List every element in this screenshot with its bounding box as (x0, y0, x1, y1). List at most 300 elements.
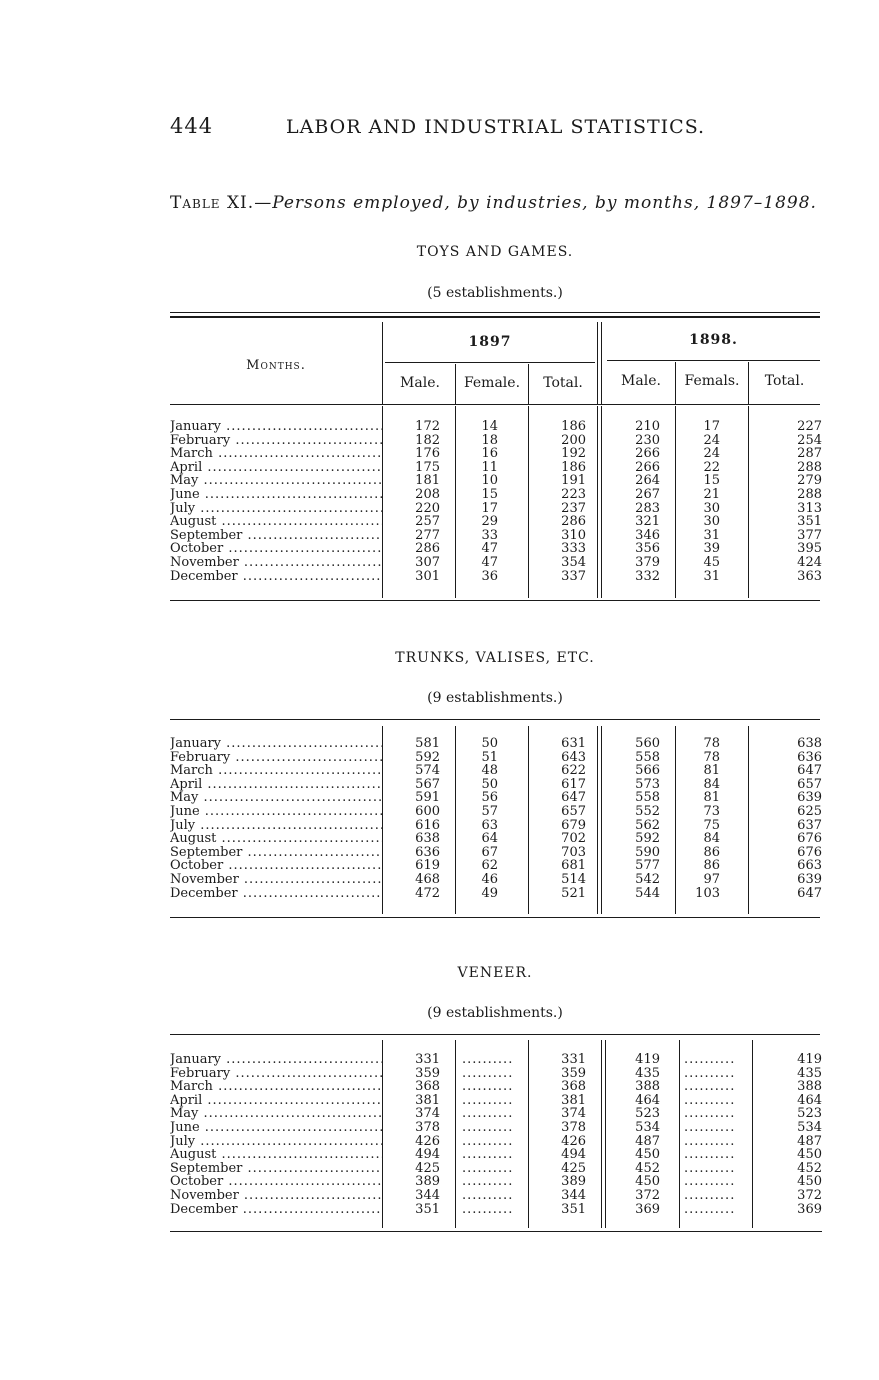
male-1897: 368 (415, 1079, 440, 1095)
total-1898: 464 (797, 1092, 822, 1108)
table-row (170, 751, 822, 765)
male-1898: 552 (635, 804, 660, 819)
total-1897: 359 (561, 1065, 586, 1081)
female-1898: 31 (703, 527, 720, 543)
section-title-toys: TOYS AND GAMES. (416, 244, 574, 260)
male-1898: 558 (635, 749, 660, 765)
month-label: February ..... (170, 1067, 382, 1081)
female-1898: 81 (703, 790, 720, 806)
total-1898: 639 (797, 872, 822, 887)
male-1898: 369 (635, 1201, 660, 1217)
male-1898: 346 (635, 527, 660, 543)
total-1898: 363 (797, 568, 822, 584)
month-label: January ..... (170, 1053, 382, 1067)
total-1898: 625 (797, 804, 822, 819)
year-underline-1898 (607, 360, 820, 361)
month-label: May ..... (170, 474, 382, 488)
female-1898: .......... (684, 1107, 736, 1121)
male-1897: 181 (415, 473, 440, 489)
total-1898: 424 (797, 555, 822, 570)
month-label: March ..... (170, 1080, 382, 1094)
month-label: July ..... (170, 1135, 382, 1149)
male-1898: 283 (635, 500, 660, 516)
female-1898: 75 (703, 817, 720, 833)
male-1897: 344 (415, 1188, 440, 1203)
total-1897: 617 (561, 776, 586, 792)
header-vrule (675, 362, 676, 404)
table-row (170, 805, 822, 819)
total-1897: 191 (561, 473, 586, 489)
male-1897: 331 (415, 1052, 440, 1067)
female-1897: .......... (462, 1134, 514, 1149)
header-vrule (528, 364, 529, 404)
female-1898: .......... (684, 1080, 736, 1094)
total-1897: 381 (561, 1092, 586, 1108)
total-1898: 647 (797, 885, 822, 901)
male-1897: 277 (415, 527, 440, 543)
total-1897: 200 (561, 432, 586, 448)
table-row (170, 447, 822, 461)
male-1897: 172 (415, 419, 440, 434)
total-1897: 354 (561, 555, 586, 570)
male-1898: 487 (635, 1133, 660, 1149)
male-1898: 566 (635, 763, 660, 779)
table-row (170, 420, 822, 434)
table-label: Table XI. (170, 193, 255, 213)
female-1898: 39 (703, 541, 720, 557)
table-row (170, 1203, 822, 1217)
col-male-1897: Male. (400, 375, 440, 391)
month-label: November ..... (170, 556, 382, 570)
female-1897: 62 (481, 858, 498, 874)
male-1898: 379 (635, 555, 660, 570)
col-total-1897: Total. (543, 375, 583, 391)
male-1898: 388 (635, 1079, 660, 1095)
table-row (170, 1107, 822, 1121)
male-1898: 264 (635, 473, 660, 489)
female-1898: 78 (703, 736, 720, 751)
year-1897-header: 1897 (468, 334, 512, 350)
total-1898: 288 (797, 487, 822, 502)
month-label: October ..... (170, 542, 382, 556)
female-1897: 33 (481, 527, 498, 543)
col-total-1898: Total. (764, 373, 805, 389)
male-1897: 592 (415, 749, 440, 765)
female-1897: .......... (462, 1189, 514, 1203)
female-1897: 49 (481, 885, 498, 901)
total-1898: 450 (797, 1174, 822, 1190)
month-label: October ..... (170, 1175, 382, 1189)
total-1898: 369 (797, 1201, 822, 1217)
table-description: —Persons employed, by industries, by months, 1897–1898. (254, 193, 817, 213)
table-row (170, 832, 822, 846)
female-1897: 47 (481, 541, 498, 557)
total-1898: 487 (797, 1133, 822, 1149)
table-row (170, 474, 822, 488)
male-1898: 435 (635, 1065, 660, 1081)
table-row (170, 873, 822, 887)
female-1898: 84 (703, 776, 720, 792)
table-row (170, 819, 822, 833)
female-1897: 64 (481, 831, 498, 847)
female-1898: .......... (684, 1066, 736, 1081)
female-1898: 30 (703, 514, 720, 530)
female-1898: 86 (703, 844, 720, 860)
female-1898: 15 (703, 473, 720, 489)
female-1898: .......... (684, 1202, 736, 1217)
male-1898: 560 (635, 736, 660, 751)
total-1898: 377 (797, 527, 822, 543)
month-label: March ..... (170, 447, 382, 461)
female-1898: 97 (703, 872, 720, 887)
female-1897: 36 (481, 568, 498, 584)
female-1898: .......... (684, 1053, 736, 1067)
table-row (170, 778, 822, 792)
month-label: September ..... (170, 846, 382, 860)
section-subtitle-veneer: (9 establishments.) (427, 1005, 563, 1021)
table-row (170, 488, 822, 502)
total-1898: 638 (797, 736, 822, 751)
total-1898: 419 (797, 1052, 822, 1067)
male-1898: 266 (635, 459, 660, 475)
total-1897: 237 (561, 500, 586, 516)
table-row (170, 859, 822, 873)
month-label: August ..... (170, 832, 382, 846)
female-1897: .......... (462, 1161, 514, 1176)
header-top-rule-2 (170, 316, 820, 318)
table-row (170, 1175, 822, 1189)
female-1898: .......... (684, 1189, 736, 1203)
male-1897: 220 (415, 500, 440, 516)
total-1898: 663 (797, 858, 822, 874)
total-1897: 186 (561, 459, 586, 475)
months-header: Months. (246, 358, 306, 373)
section-title-veneer: VENEER. (457, 965, 533, 981)
total-1898: 313 (797, 500, 822, 516)
total-1897: 657 (561, 804, 586, 819)
month-label: October ..... (170, 859, 382, 873)
table-row (170, 434, 822, 448)
total-1897: 337 (561, 568, 586, 584)
male-1898: 321 (635, 514, 660, 530)
month-label: December ..... (170, 570, 382, 584)
female-1897: 18 (481, 432, 498, 448)
section-bottom-rule (170, 1231, 822, 1232)
col-female-1898: Femals. (684, 373, 740, 389)
header-vrule (455, 364, 456, 404)
total-1898: 288 (797, 459, 822, 475)
total-1897: 494 (561, 1147, 586, 1163)
total-1898: 452 (797, 1160, 822, 1176)
female-1897: 17 (481, 500, 498, 516)
female-1898: 31 (703, 568, 720, 584)
female-1898: .......... (684, 1175, 736, 1189)
female-1897: 63 (481, 817, 498, 833)
male-1898: 372 (635, 1188, 660, 1203)
table-row (170, 502, 822, 516)
female-1898: 17 (703, 419, 720, 434)
male-1898: 592 (635, 831, 660, 847)
total-1898: 227 (797, 419, 822, 434)
total-1897: 310 (561, 527, 586, 543)
total-1897: 622 (561, 763, 586, 779)
female-1897: 57 (481, 804, 498, 819)
total-1897: 331 (561, 1052, 586, 1067)
month-label: July ..... (170, 502, 382, 516)
male-1898: 267 (635, 487, 660, 502)
month-label: April ..... (170, 778, 382, 792)
total-1898: 450 (797, 1147, 822, 1163)
month-label: February ..... (170, 434, 382, 448)
table-row (170, 1162, 822, 1176)
male-1897: 567 (415, 776, 440, 792)
male-1897: 600 (415, 804, 440, 819)
female-1898: 84 (703, 831, 720, 847)
month-label: December ..... (170, 1203, 382, 1217)
male-1898: 356 (635, 541, 660, 557)
total-1898: 657 (797, 776, 822, 792)
male-1897: 301 (415, 568, 440, 584)
section-title-trunks: TRUNKS, VALISES, ETC. (395, 650, 595, 666)
total-1898: 372 (797, 1188, 822, 1203)
female-1898: .......... (684, 1134, 736, 1149)
month-label: March ..... (170, 764, 382, 778)
male-1898: 464 (635, 1092, 660, 1108)
table-row (170, 529, 822, 543)
table-row (170, 1067, 822, 1081)
male-1898: 558 (635, 790, 660, 806)
table-row (170, 737, 822, 751)
total-1897: 681 (561, 858, 586, 874)
total-1897: 368 (561, 1079, 586, 1095)
male-1897: 581 (415, 736, 440, 751)
male-1898: 210 (635, 419, 660, 434)
female-1897: .......... (462, 1080, 514, 1094)
male-1897: 374 (415, 1106, 440, 1122)
total-1898: 395 (797, 541, 822, 557)
male-1897: 351 (415, 1201, 440, 1217)
female-1897: .......... (462, 1107, 514, 1121)
total-1897: 425 (561, 1160, 586, 1176)
female-1897: .......... (462, 1093, 514, 1108)
col-male-1898: Male. (621, 373, 661, 389)
table-row (170, 846, 822, 860)
female-1898: 78 (703, 749, 720, 765)
female-1897: 48 (481, 763, 498, 779)
month-label: January ..... (170, 420, 382, 434)
section-top-rule (170, 719, 820, 720)
male-1898: 573 (635, 776, 660, 792)
female-1897: 47 (481, 555, 498, 570)
male-1897: 472 (415, 885, 440, 901)
male-1897: 636 (415, 844, 440, 860)
female-1897: 10 (481, 473, 498, 489)
month-label: February ..... (170, 751, 382, 765)
table-row (170, 1135, 822, 1149)
male-1897: 175 (415, 459, 440, 475)
male-1897: 494 (415, 1147, 440, 1163)
male-1897: 426 (415, 1133, 440, 1149)
section-bottom-rule (170, 600, 820, 601)
table-row (170, 791, 822, 805)
total-1897: 389 (561, 1174, 586, 1190)
table-row (170, 515, 822, 529)
page-number: 444 (170, 114, 214, 138)
running-title: LABOR AND INDUSTRIAL STATISTICS. (286, 116, 706, 138)
male-1897: 359 (415, 1065, 440, 1081)
table-row (170, 461, 822, 475)
male-1897: 468 (415, 872, 440, 887)
male-1898: 266 (635, 446, 660, 462)
month-label: August ..... (170, 515, 382, 529)
table-row (170, 570, 822, 584)
month-label: June ..... (170, 805, 382, 819)
female-1898: 30 (703, 500, 720, 516)
total-1898: 279 (797, 473, 822, 489)
section-subtitle-trunks: (9 establishments.) (427, 690, 563, 706)
month-label: August ..... (170, 1148, 382, 1162)
total-1897: 631 (561, 736, 586, 751)
month-label: November ..... (170, 1189, 382, 1203)
total-1897: 223 (561, 487, 586, 502)
total-1897: 374 (561, 1106, 586, 1122)
table-row (170, 1094, 822, 1108)
month-label: June ..... (170, 1121, 382, 1135)
female-1898: 22 (703, 459, 720, 475)
total-1897: 378 (561, 1120, 586, 1135)
year-underline-1897 (385, 362, 595, 363)
male-1898: 577 (635, 858, 660, 874)
total-1898: 647 (797, 763, 822, 779)
running-head (170, 114, 820, 144)
total-1898: 636 (797, 749, 822, 765)
total-1898: 287 (797, 446, 822, 462)
female-1897: 50 (481, 776, 498, 792)
header-vrule (382, 322, 383, 404)
table-row (170, 1121, 822, 1135)
female-1897: .......... (462, 1121, 514, 1135)
total-1898: 435 (797, 1065, 822, 1081)
month-label: September ..... (170, 1162, 382, 1176)
female-1897: 46 (481, 872, 498, 887)
table-row (170, 1189, 822, 1203)
total-1897: 679 (561, 817, 586, 833)
female-1898: 103 (695, 885, 720, 901)
total-1897: 702 (561, 831, 586, 847)
male-1897: 176 (415, 446, 440, 462)
col-female-1897: Female. (463, 375, 521, 391)
table-row (170, 764, 822, 778)
month-label: April ..... (170, 461, 382, 475)
female-1898: 81 (703, 763, 720, 779)
male-1898: 450 (635, 1174, 660, 1190)
total-1897: 521 (561, 885, 586, 901)
total-1898: 676 (797, 831, 822, 847)
male-1897: 378 (415, 1120, 440, 1135)
female-1897: 67 (481, 844, 498, 860)
header-vrule (601, 322, 602, 404)
total-1897: 333 (561, 541, 586, 557)
table-row (170, 556, 822, 570)
table-row (170, 1053, 822, 1067)
female-1898: 86 (703, 858, 720, 874)
table-row (170, 887, 822, 901)
header-top-rule (170, 312, 820, 313)
male-1898: 332 (635, 568, 660, 584)
table-row (170, 1148, 822, 1162)
total-1897: 703 (561, 844, 586, 860)
month-label: January ..... (170, 737, 382, 751)
section-top-rule (170, 1034, 820, 1035)
female-1897: 51 (481, 749, 498, 765)
total-1897: 351 (561, 1201, 586, 1217)
male-1897: 638 (415, 831, 440, 847)
male-1898: 544 (635, 885, 660, 901)
female-1897: .......... (462, 1148, 514, 1162)
female-1897: 50 (481, 736, 498, 751)
female-1897: 16 (481, 446, 498, 462)
month-label: May ..... (170, 1107, 382, 1121)
total-1898: 254 (797, 432, 822, 448)
header-vrule (597, 322, 598, 404)
female-1898: 73 (703, 804, 720, 819)
total-1898: 534 (797, 1120, 822, 1135)
male-1898: 562 (635, 817, 660, 833)
male-1897: 616 (415, 817, 440, 833)
month-label: November ..... (170, 873, 382, 887)
female-1897: 29 (481, 514, 498, 530)
male-1898: 230 (635, 432, 660, 448)
female-1897: .......... (462, 1175, 514, 1189)
month-label: September ..... (170, 529, 382, 543)
month-label: December ..... (170, 887, 382, 901)
female-1897: 15 (481, 487, 498, 502)
female-1898: 24 (703, 432, 720, 448)
month-label: May ..... (170, 791, 382, 805)
month-label: June ..... (170, 488, 382, 502)
total-1898: 676 (797, 844, 822, 860)
male-1897: 619 (415, 858, 440, 874)
male-1898: 542 (635, 872, 660, 887)
header-bottom-rule (170, 404, 820, 405)
month-label: July ..... (170, 819, 382, 833)
total-1898: 388 (797, 1079, 822, 1095)
table-row (170, 1080, 822, 1094)
total-1897: 643 (561, 749, 586, 765)
female-1898: 21 (703, 487, 720, 502)
total-1898: 639 (797, 790, 822, 806)
total-1897: 186 (561, 419, 586, 434)
female-1898: .......... (684, 1161, 736, 1176)
total-1897: 344 (561, 1188, 586, 1203)
male-1897: 286 (415, 541, 440, 557)
male-1898: 452 (635, 1160, 660, 1176)
male-1897: 425 (415, 1160, 440, 1176)
total-1898: 351 (797, 514, 822, 530)
female-1898: .......... (684, 1093, 736, 1108)
section-bottom-rule (170, 917, 820, 918)
total-1898: 523 (797, 1106, 822, 1122)
female-1898: 45 (703, 555, 720, 570)
male-1898: 450 (635, 1147, 660, 1163)
total-1897: 647 (561, 790, 586, 806)
male-1897: 389 (415, 1174, 440, 1190)
female-1897: .......... (462, 1066, 514, 1081)
male-1897: 257 (415, 514, 440, 530)
female-1897: .......... (462, 1053, 514, 1067)
table-title (170, 193, 830, 213)
total-1897: 514 (561, 872, 586, 887)
